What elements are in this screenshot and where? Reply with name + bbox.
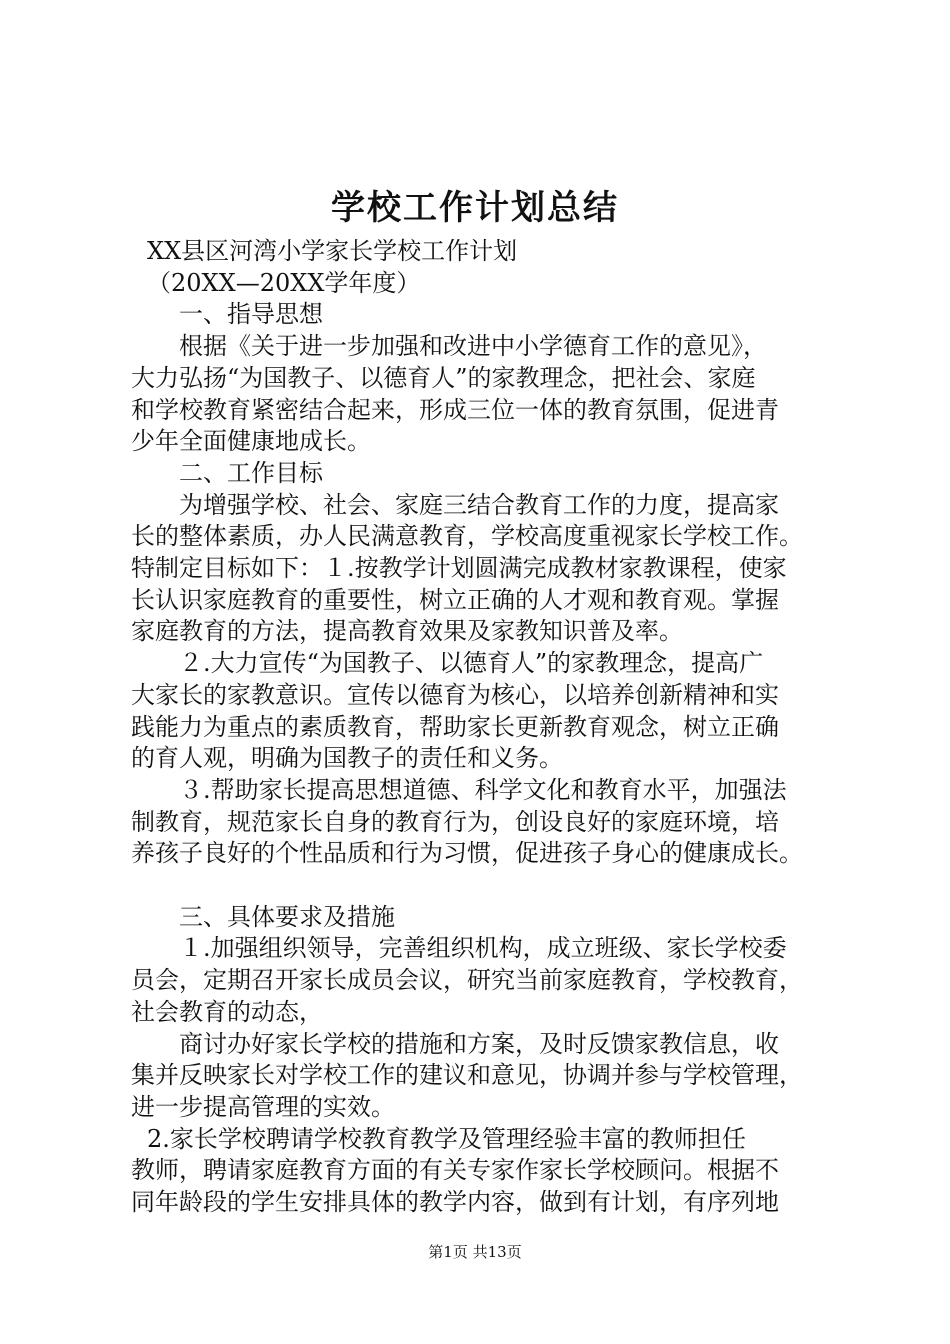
text-line: 二、工作目标	[179, 458, 323, 487]
text-line: （20XX—20XX学年度）	[147, 268, 421, 297]
text-line: 大家长的家教意识。宣传以德育为核心，以培养创新精神和实	[131, 680, 779, 709]
text-line: 员会，定期召开家长成员会议，研究当前家庭教育，学校教育，	[131, 966, 803, 995]
text-line: 同年龄段的学生安排具体的教学内容，做到有计划，有序列地	[131, 1188, 779, 1217]
text-line: 特制定目标如下：１.按教学计划圆满完成教材家教课程，使家	[131, 554, 787, 583]
text-line: 的育人观，明确为国教子的责任和义务。	[131, 744, 563, 773]
text-line: 一、指导思想	[179, 300, 323, 329]
text-line: ２.大力宣传“为国教子、以德育人”的家教理念，提高广	[179, 649, 764, 678]
text-line: 大力弘扬“为国教子、以德育人”的家教理念，把社会、家庭	[131, 363, 756, 392]
text-line: 养孩子良好的个性品质和行为习惯，促进孩子身心的健康成长。	[131, 839, 803, 868]
text-line: 长认识家庭教育的重要性，树立正确的人才观和教育观。掌握	[131, 585, 779, 614]
text-line: 商讨办好家长学校的措施和方案，及时反馈家教信息，收	[179, 1029, 779, 1058]
text-line: 根据《关于进一步加强和改进中小学德育工作的意见》，	[179, 332, 767, 361]
text-line: 集并反映家长对学校工作的建议和意见，协调并参与学校管理，	[131, 1061, 803, 1090]
text-line: 为增强学校、社会、家庭三结合教育工作的力度，提高家	[179, 490, 779, 519]
page-number-footer: 第1页 共13页	[428, 1243, 522, 1261]
text-line: 进一步提高管理的实效。	[131, 1092, 395, 1121]
text-line: 家庭教育的方法，提高教育效果及家教知识普及率。	[131, 617, 683, 646]
text-line: 践能力为重点的素质教育，帮助家长更新教育观念，树立正确	[131, 712, 779, 741]
text-line: 长的整体素质，办人民满意教育，学校高度重视家长学校工作。	[131, 522, 803, 551]
text-line: 制教育，规范家长自身的教育行为，创设良好的家庭环境，培	[131, 807, 779, 836]
document-body	[131, 236, 831, 1219]
text-line: 社会教育的动态，	[131, 997, 323, 1026]
text-line: 三、具体要求及措施	[179, 902, 395, 931]
text-line: 和学校教育紧密结合起来，形成三位一体的教育氛围，促进青	[131, 395, 779, 424]
text-line: 少年全面健康地成长。	[131, 427, 371, 456]
text-line: 2.家长学校聘请学校教育教学及管理经验丰富的教师担任	[147, 1124, 746, 1153]
text-line: XX县区河湾小学家长学校工作计划	[147, 237, 518, 265]
text-line: １.加强组织领导，完善组织机构，成立班级、家长学校委	[179, 934, 787, 963]
document-title: 学校工作计划总结	[331, 188, 619, 228]
blank-line	[131, 870, 831, 902]
text-line: 教师，聘请家庭教育方面的有关专家作家长学校顾问。根据不	[131, 1156, 779, 1185]
text-line: ３.帮助家长提高思想道德、科学文化和教育水平，加强法	[179, 775, 787, 804]
